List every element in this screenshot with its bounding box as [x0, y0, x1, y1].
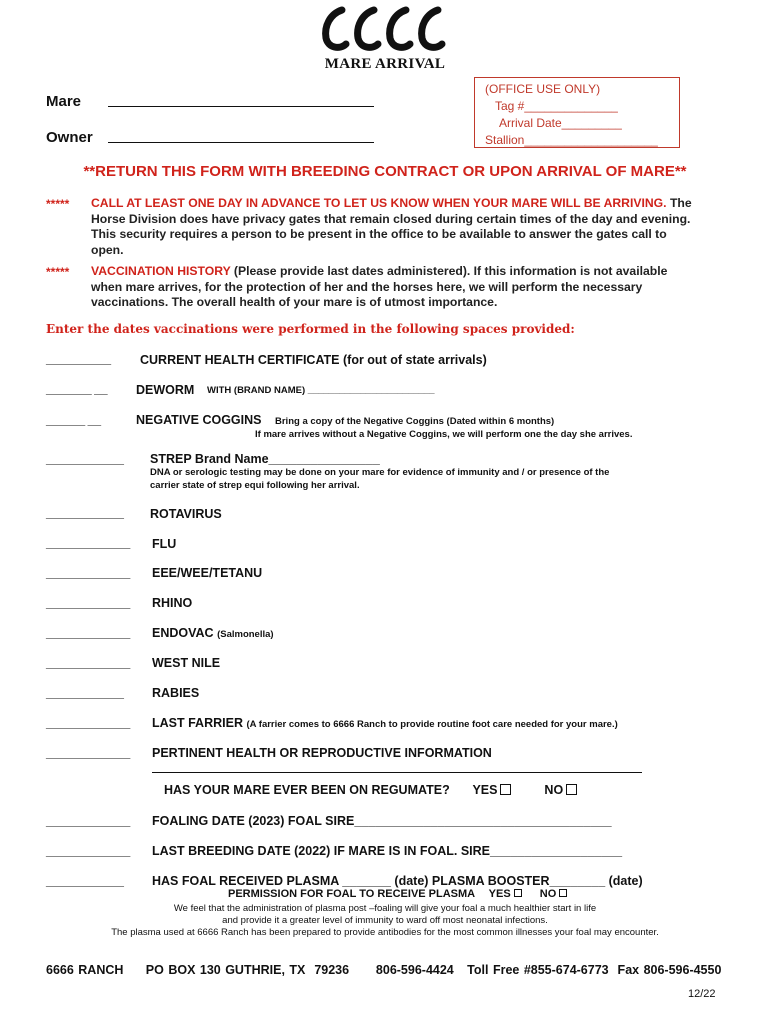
strep-note2: carrier state of strep equi following her arrival.: [150, 480, 360, 491]
rhino-label: RHINO: [152, 596, 193, 610]
farrier-date-field[interactable]: _____________: [46, 716, 130, 730]
strep-date-field[interactable]: ____________: [46, 452, 124, 466]
notice2-not: not: [593, 264, 613, 278]
office-stallion-field[interactable]: Stallion____________________: [485, 133, 658, 147]
deworm-brand-field[interactable]: WITH (BRAND NAME) ________________________: [207, 385, 435, 396]
notice2-red-text: VACCINATION HISTORY: [91, 264, 231, 278]
permission-yes-checkbox[interactable]: [514, 889, 522, 897]
breeding-date-field[interactable]: _____________: [46, 844, 130, 858]
farrier-label: [152, 716, 618, 730]
pertinent-label: PERTINENT HEALTH OR REPRODUCTIVE INFORMATION: [152, 746, 492, 760]
regumate-text-c: ?: [442, 783, 450, 797]
farrier-note: (A farrier comes to 6666 Ranch to provide routine foot care needed for your mare.): [246, 719, 618, 730]
office-tag-field[interactable]: Tag #______________: [495, 99, 618, 113]
form-title: MARE ARRIVAL: [324, 56, 446, 72]
coggins-date-field[interactable]: ______ __: [46, 413, 101, 427]
plasma-date-field[interactable]: ____________: [46, 874, 124, 888]
deworm-label: DEWORM: [136, 383, 195, 397]
foaling-label[interactable]: FOALING DATE (2023) FOAL SIRE_____________________________________: [152, 814, 612, 828]
notice1-line3: This security requires a person to be present in the office to be available to answer the gates call to: [91, 227, 667, 241]
rhino-date-field[interactable]: _____________: [46, 596, 130, 610]
strep-label[interactable]: STREP Brand Name________________: [150, 452, 380, 466]
office-arrival-date-field[interactable]: Arrival Date_________: [499, 116, 622, 130]
eee-label: EEE/WEE/TETANU: [152, 566, 263, 580]
owner-name-field[interactable]: [108, 142, 374, 143]
health-cert-date-field[interactable]: __________: [46, 352, 111, 366]
westnile-date-field[interactable]: _____________: [46, 656, 130, 670]
strep-note1: DNA or serologic testing may be done on your mare for evidence of immunity and / or presence of the: [150, 467, 610, 478]
notice2-line2: when mare arrives, for the protection of her and the horses here, we will perform the necessary: [91, 279, 643, 294]
rabies-label: RABIES: [152, 686, 200, 700]
coggins-note2: If mare arrives without a Negative Coggins, we will perform one the day she arrives.: [255, 429, 633, 440]
rabies-date-field[interactable]: ____________: [46, 686, 124, 700]
plasma-note1: We feel that the administration of plasma post –foaling will give your foal a much healthier start in life: [173, 903, 597, 914]
revision-date: 12/22: [688, 988, 716, 1000]
plasma-note3: The plasma used at 6666 Ranch has been prepared to provide antibodies for the most common illnesses your foal may encounter.: [111, 927, 659, 938]
notice1-line2: Horse Division does have privacy gates that remain closed during certain times of the day and evening.: [91, 211, 691, 226]
plasma-label[interactable]: HAS FOAL RECEIVED PLASMA _______ (date) PLASMA BOOSTER________ (date): [152, 874, 643, 888]
regumate-no-label: NO: [544, 783, 564, 797]
coggins-label: NEGATIVE COGGINS: [136, 413, 262, 427]
permission-row: [228, 888, 567, 900]
notice2-line3: vaccinations. The overall health of your mare is of utmost importance.: [91, 295, 498, 309]
regumate-no-checkbox[interactable]: [566, 784, 577, 795]
endovac-text: ENDOVAC: [152, 626, 214, 640]
notice2-last-dates: last dates administered: [327, 264, 463, 278]
6666-brand-logo: [320, 4, 454, 56]
notice1-text-a: The: [669, 196, 692, 210]
deworm-date-field[interactable]: _______ __: [46, 382, 108, 396]
permission-no-checkbox[interactable]: [559, 889, 567, 897]
mare-label: Mare: [46, 93, 82, 110]
pertinent-date-field[interactable]: _____________: [46, 746, 130, 760]
office-use-box: [474, 77, 680, 148]
permission-no-label: NO: [539, 888, 557, 900]
plasma-note2: and provide it a greater level of immunity to ward off most neonatal infections.: [222, 915, 548, 926]
endovac-label: [152, 626, 274, 640]
permission-yes-label: YES: [488, 888, 511, 900]
notice2-text-c: ). If this information is: [462, 264, 591, 278]
eee-date-field[interactable]: _____________: [46, 566, 130, 580]
rotavirus-label: ROTAVIRUS: [150, 507, 222, 521]
notice1-paragraph: [91, 196, 731, 258]
regumate-yes-label: YES: [472, 783, 498, 797]
owner-label: Owner: [46, 129, 93, 146]
notice2-text-a: (Please provide: [233, 264, 324, 278]
endovac-note: (Salmonella): [217, 629, 274, 640]
endovac-date-field[interactable]: _____________: [46, 626, 130, 640]
westnile-label: WEST NILE: [152, 656, 221, 670]
return-notice: **RETURN THIS FORM WITH BREEDING CONTRACT OR UPON ARRIVAL OF MARE**: [83, 163, 687, 180]
office-heading: (OFFICE USE ONLY): [485, 82, 601, 96]
notice2-stars: *****: [46, 265, 70, 279]
flu-label: FLU: [152, 537, 177, 551]
regumate-text-a: HAS YOUR MARE EVER BEEN ON: [164, 783, 368, 797]
permission-label: PERMISSION FOR FOAL TO RECEIVE PLASMA: [228, 888, 475, 900]
foaling-date-field[interactable]: _____________: [46, 814, 130, 828]
regumate-text-b: REGUMATE: [371, 783, 443, 797]
rotavirus-date-field[interactable]: ____________: [46, 506, 124, 520]
enter-dates-heading: Enter the dates vaccinations were performed in the following spaces provided:: [46, 322, 575, 336]
notice1-stars: *****: [46, 197, 70, 211]
regumate-question: [164, 783, 577, 797]
mare-name-field[interactable]: [108, 106, 374, 107]
flu-date-field[interactable]: _____________: [46, 536, 130, 550]
health-cert-label: CURRENT HEALTH CERTIFICATE (for out of state arrivals): [140, 353, 487, 367]
coggins-note1: Bring a copy of the Negative Coggins (Dated within 6 months): [275, 416, 555, 427]
farrier-text: LAST FARRIER: [152, 716, 243, 730]
footer-contact: 6666 RANCH PO BOX 130 GUTHRIE, TX 79236 806-596-4424 Toll Free #855-674-6773 Fax 806-596-4550: [46, 963, 722, 977]
notice2-text-e: available: [615, 264, 668, 278]
notice1-line4: open.: [91, 242, 124, 257]
notice1-red-text: CALL AT LEAST ONE DAY IN ADVANCE TO LET US KNOW WHEN YOUR MARE WILL BE ARRIVING.: [91, 196, 667, 210]
breeding-label[interactable]: LAST BREEDING DATE (2022) IF MARE IS IN FOAL. SIRE___________________: [152, 844, 623, 858]
regumate-yes-checkbox[interactable]: [500, 784, 511, 795]
pertinent-info-field[interactable]: [152, 772, 642, 773]
notice2-paragraph: [91, 264, 731, 311]
